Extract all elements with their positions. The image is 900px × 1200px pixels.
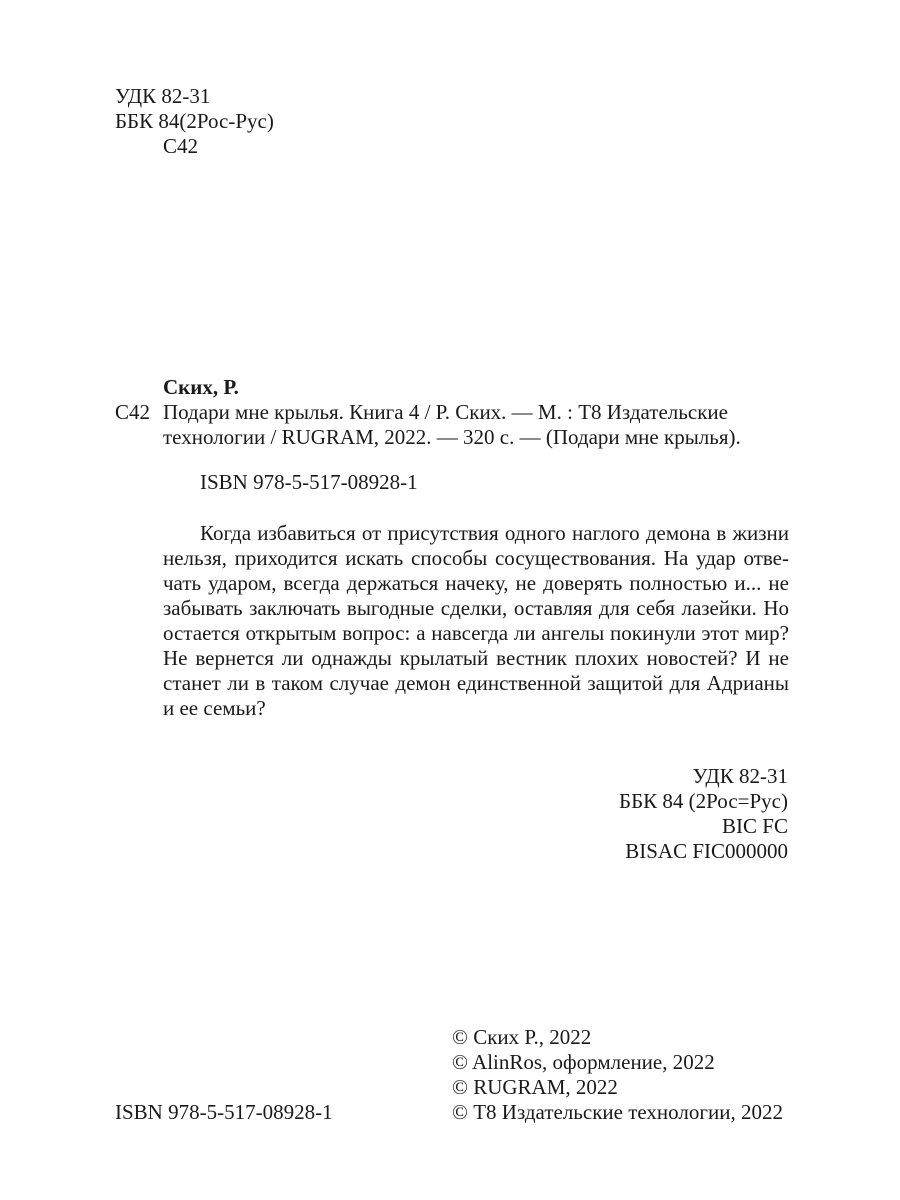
classification-codes (619, 764, 788, 864)
annotation-line: Не вернется ли однажды крылатый вестник плохих новостей? И не (163, 646, 789, 670)
entry-author-mark: С42 (115, 400, 151, 424)
copyright-line: © Ских Р., 2022 (452, 1025, 592, 1049)
author-mark: С42 (163, 134, 199, 158)
annotation-line: станет ли в таком случае демон единственной защитой для Адрианы (163, 671, 789, 695)
annotation-line: Когда избавиться от присутствия одного наглого демона в жизни (200, 521, 789, 545)
annotation-line: чать ударом, всегда держаться начеку, не доверять полностью и... не (163, 571, 789, 595)
bisac-code: BISAC FIC000000 (625, 839, 788, 863)
author-heading: Ских, Р. (163, 375, 239, 399)
bic-code: BIC FC (722, 814, 788, 838)
footer-isbn: ISBN 978-5-517-08928-1 (115, 1100, 333, 1124)
bibliographic-description (163, 400, 788, 450)
copyright-line: © Т8 Издательские технологии, 2022 (452, 1100, 783, 1124)
annotation-paragraph (163, 521, 789, 721)
copyright-line: © RUGRAM, 2022 (452, 1075, 618, 1099)
annotation-line: нельзя, приходится искать способы сосуществования. На удар отве- (163, 546, 789, 570)
bbk-code: ББК 84 (2Рос=Рус) (619, 789, 788, 813)
top-classification-block (115, 84, 274, 159)
udk-code: УДК 82-31 (115, 84, 211, 108)
description-line: Подари мне крылья. Книга 4 / Р. Ских. — М. : Т8 Издательские (163, 400, 728, 424)
copyright-line: © AlinRos, оформление, 2022 (452, 1050, 715, 1074)
entry-isbn: ISBN 978-5-517-08928-1 (200, 470, 418, 494)
annotation-line: забывать заключать выгодные сделки, оставляя для себя лазейки. Но (163, 596, 789, 620)
annotation-line: остается открытым вопрос: а навсегда ли ангелы покинули этот мир? (163, 621, 789, 645)
annotation-line: и ее семьи? (163, 696, 266, 720)
copyright-block (452, 1025, 783, 1125)
udk-code: УДК 82-31 (692, 764, 788, 788)
description-line: технологии / RUGRAM, 2022. — 320 с. — (Подари мне крылья). (163, 425, 741, 449)
bbk-code: ББК 84(2Рос-Рус) (115, 109, 274, 133)
